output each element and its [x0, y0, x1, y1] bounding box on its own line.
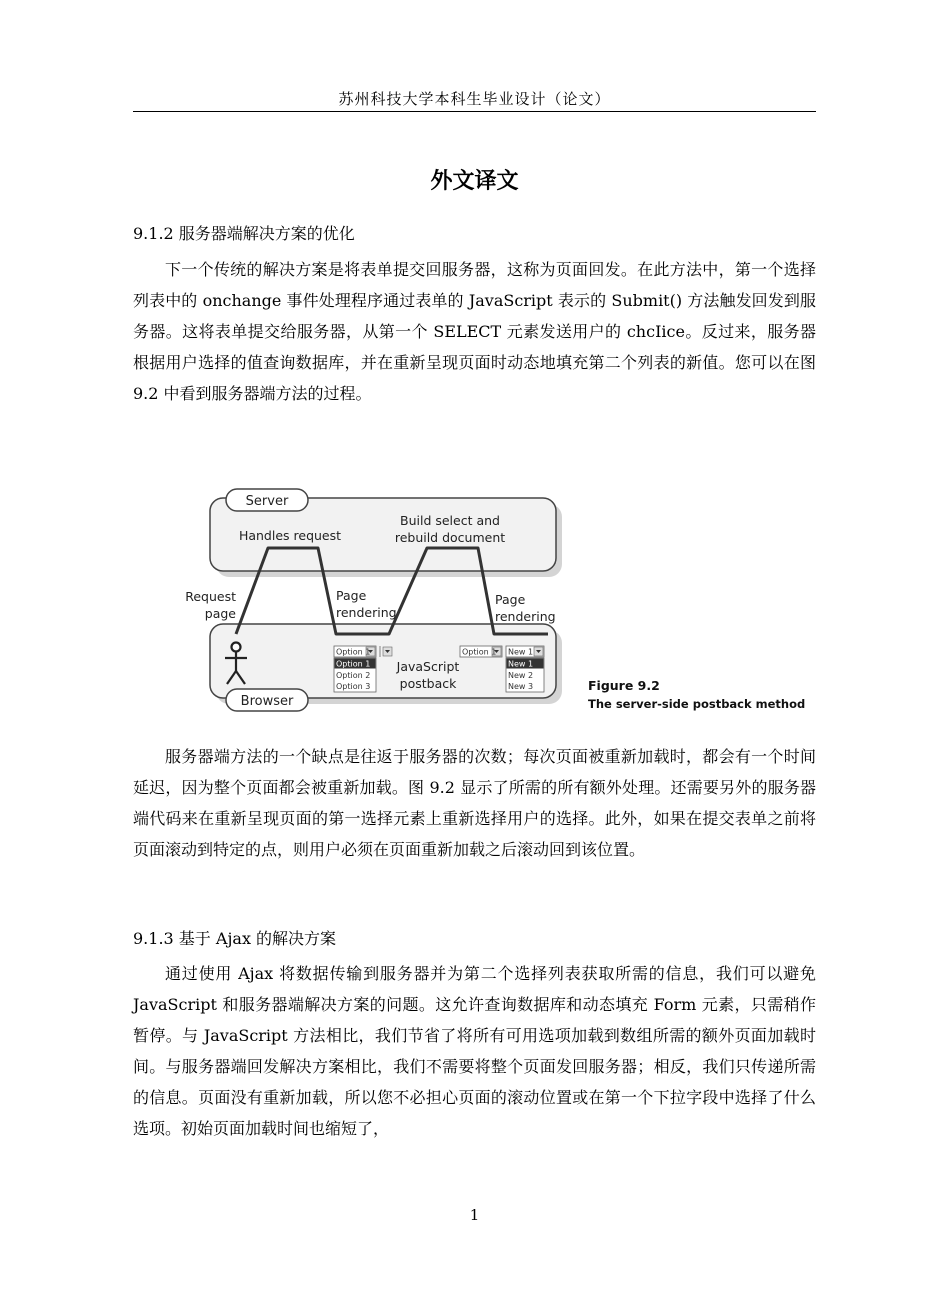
js-postback-line1: JavaScript — [396, 659, 460, 674]
browser-label: Browser — [240, 694, 294, 709]
figure-9-2 — [186, 486, 806, 718]
js-postback-line2: postback — [399, 676, 457, 691]
body-paragraph-3: 通过使用 Ajax 将数据传输到服务器并为第二个选择列表获取所需的信息，我们可以避免 JavaScript 和服务器端解决方案的问题。这允许查询数据库和动态填充 Form 元素，只需稍作暂停。与 JavaScript 方法相比，我们节省了将所有可用选项加载到数组所需的额外页面加载时间。与服务器端回发解决方案相比，我们不需要将整个页面发回服务器；相反，我们只传递所需的信息。页面没有重新加载，所以您不必担心页面的滚动位置或在第一个下拉字段中选择了什么选项。初始页面加载时间也缩短了， — [133, 964, 816, 1138]
page-rendering-label-1-line1: Page — [336, 588, 367, 603]
request-page-label-line1: Request — [186, 589, 236, 604]
select-first-rendered — [460, 646, 502, 657]
page-number: 1 — [469, 1206, 480, 1224]
section-heading-912: 9.1.2 服务器端解决方案的优化 — [133, 224, 355, 243]
select1-option-2: Option 2 — [336, 671, 371, 680]
build-select-label-line1: Build select and — [400, 513, 500, 528]
page-title: 外文译文 — [430, 169, 519, 194]
figure-caption-number: Figure 9.2 — [588, 678, 660, 693]
select3-option-2: New 2 — [508, 671, 534, 680]
select1-value: Option 1 — [336, 647, 371, 657]
select3-option-1: New 1 — [508, 659, 534, 669]
section-heading-913: 9.1.3 基于 Ajax 的解决方案 — [133, 929, 337, 948]
request-page-label-line2: page — [204, 606, 236, 621]
select-second-new-open — [506, 646, 544, 692]
page-rendering-label-2-line1: Page — [495, 592, 526, 607]
figure-caption-text: The server-side postback method — [588, 697, 806, 711]
select1-option-3: Option 3 — [336, 682, 371, 691]
select-first-open — [334, 646, 376, 692]
running-header: 苏州科技大学本科生毕业设计（论文） — [338, 90, 611, 108]
select1-option-1: Option 1 — [336, 659, 371, 669]
build-select-label-line2: rebuild document — [394, 530, 506, 545]
select3-value: New 1 — [508, 647, 534, 657]
select3-option-3: New 3 — [508, 682, 534, 691]
server-label: Server — [245, 494, 289, 509]
select2-value: Option 1 — [462, 647, 497, 657]
body-paragraph-2: 服务器端方法的一个缺点是往返于服务器的次数；每次页面被重新加载时，都会有一个时间延迟，因为整个页面都会被重新加载。图 9.2 显示了所需的所有额外处理。还需要另外的服务器端代码来在重新呈现页面的第一选择元素上重新选择用户的选择。此外，如果在提交表单之前将页面滚动到特定的点，则用户必须在页面重新加载之后滚动回到该位置。 — [133, 747, 816, 859]
header-rule — [133, 111, 816, 112]
page-rendering-label-2-line2: rendering — [495, 609, 556, 624]
body-paragraph-1: 下一个传统的解决方案是将表单提交回服务器，这称为页面回发。在此方法中，第一个选择列表中的 onchange 事件处理程序通过表单的 JavaScript 表示的 Submit() 方法触发回发到服务器。这将表单提交给服务器，从第一个 SELECT 元素发送用户的 chcIice。反过来，服务器根据用户选择的值查询数据库，并在重新呈现页面时动态地填充第二个列表的新值。您可以在图 9.2 中看到服务器端方法的过程。 — [133, 260, 816, 403]
page-rendering-label-1-line2: rendering — [336, 605, 397, 620]
handles-request-label: Handles request — [238, 528, 342, 543]
